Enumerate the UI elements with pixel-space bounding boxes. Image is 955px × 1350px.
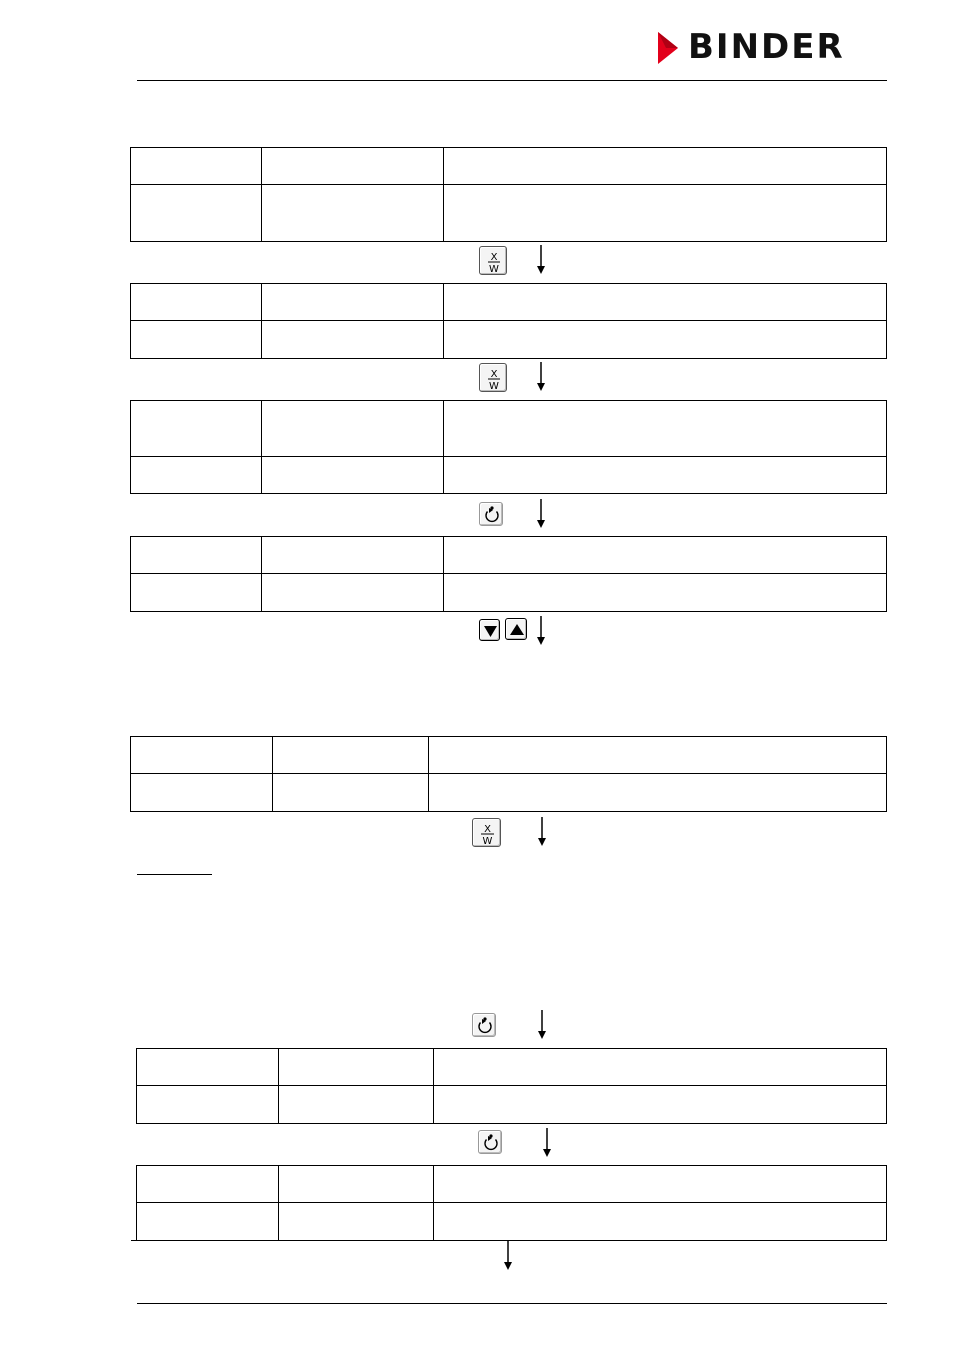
display-table-7 xyxy=(136,1165,887,1241)
table-cell xyxy=(262,321,444,359)
table-cell xyxy=(131,401,262,457)
table-cell xyxy=(131,774,273,812)
svg-text:W: W xyxy=(489,381,499,392)
svg-text:W: W xyxy=(489,264,499,275)
table-cell xyxy=(137,1203,279,1241)
table-cell xyxy=(262,148,444,185)
table-cell xyxy=(131,537,262,574)
table-cell xyxy=(444,185,887,242)
table-cell xyxy=(444,401,887,457)
table-cell xyxy=(279,1049,434,1086)
table-cell xyxy=(434,1086,887,1124)
setpoint-key-icon[interactable] xyxy=(479,363,507,392)
svg-text:X: X xyxy=(484,824,491,835)
table-cell xyxy=(279,1166,434,1203)
table-edge-mark xyxy=(131,1240,137,1241)
footer-rule xyxy=(137,1303,887,1304)
table-cell xyxy=(131,284,262,321)
table-cell xyxy=(131,185,262,242)
table-cell xyxy=(137,1049,279,1086)
table-cell xyxy=(444,321,887,359)
display-table-3 xyxy=(130,400,887,494)
down-arrow-icon xyxy=(503,1241,513,1271)
down-arrow-icon xyxy=(537,1010,547,1040)
svg-text:X: X xyxy=(490,252,498,263)
up-key-icon[interactable] xyxy=(505,618,527,640)
setpoint-key-icon[interactable] xyxy=(472,818,501,847)
table-cell xyxy=(429,774,887,812)
header-rule xyxy=(137,80,887,81)
table-cell xyxy=(434,1203,887,1241)
table-cell xyxy=(262,284,444,321)
table-cell xyxy=(137,1086,279,1124)
table-cell xyxy=(444,537,887,574)
table-cell xyxy=(444,574,887,612)
binder-triangle-icon xyxy=(656,30,686,66)
cycle-key-icon[interactable] xyxy=(478,1130,502,1154)
table-cell xyxy=(131,148,262,185)
table-cell xyxy=(444,148,887,185)
underline-mark xyxy=(137,874,212,875)
table-cell xyxy=(434,1166,887,1203)
display-table-5 xyxy=(130,736,887,812)
table-cell xyxy=(429,737,887,774)
table-cell xyxy=(262,574,444,612)
binder-logo xyxy=(656,27,888,67)
logo-text: BINDER xyxy=(688,27,845,67)
display-table-1 xyxy=(130,147,887,242)
table-cell xyxy=(279,1203,434,1241)
table-cell xyxy=(262,457,444,494)
table-cell xyxy=(262,185,444,242)
table-cell xyxy=(262,537,444,574)
table-cell xyxy=(262,401,444,457)
table-cell xyxy=(444,284,887,321)
down-arrow-icon xyxy=(536,362,546,392)
table-cell xyxy=(131,457,262,494)
svg-text:X: X xyxy=(490,369,498,380)
table-cell xyxy=(131,574,262,612)
display-table-4 xyxy=(130,536,887,612)
down-key-icon[interactable] xyxy=(479,619,500,641)
down-arrow-icon xyxy=(536,499,546,529)
table-cell xyxy=(137,1166,279,1203)
table-cell xyxy=(434,1049,887,1086)
table-cell xyxy=(444,457,887,494)
table-cell xyxy=(131,321,262,359)
cycle-key-icon[interactable] xyxy=(479,502,503,526)
table-cell xyxy=(131,737,273,774)
setpoint-key-icon[interactable] xyxy=(479,246,507,275)
table-cell xyxy=(273,774,429,812)
display-table-2 xyxy=(130,283,887,359)
display-table-6 xyxy=(136,1048,887,1124)
down-arrow-icon xyxy=(536,616,546,646)
table-cell xyxy=(273,737,429,774)
down-arrow-icon xyxy=(536,245,546,275)
cycle-key-icon[interactable] xyxy=(472,1013,496,1037)
down-arrow-icon xyxy=(542,1128,552,1158)
down-arrow-icon xyxy=(537,817,547,847)
table-cell xyxy=(279,1086,434,1124)
svg-text:W: W xyxy=(482,836,493,847)
